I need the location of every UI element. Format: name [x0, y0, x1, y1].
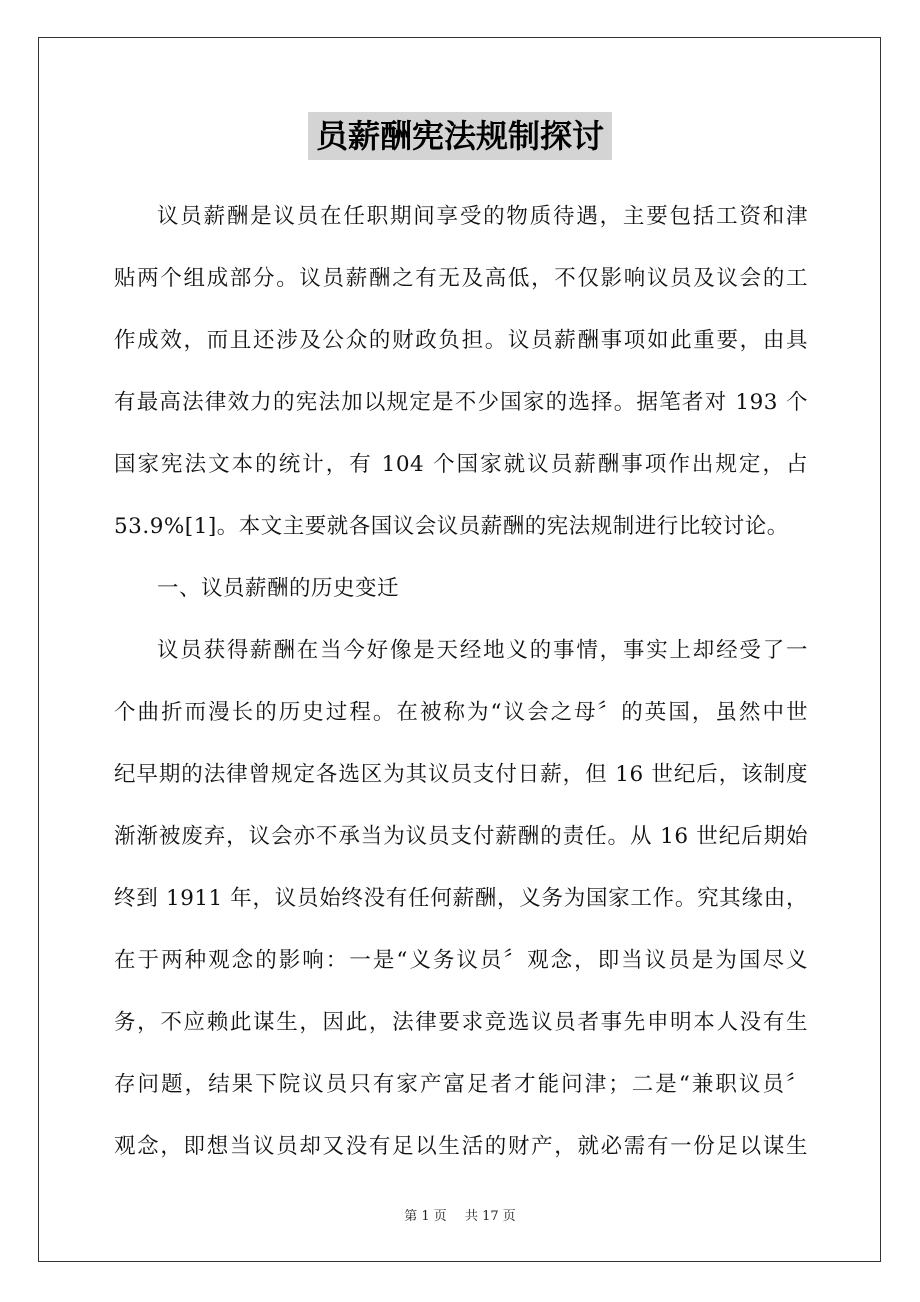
paragraph-line: 渐渐被废弃，议会亦不承当为议员支付薪酬的责任。从 16 世纪后期始 — [114, 824, 808, 849]
paragraph-line: 有最高法律效力的宪法加以规定是不少国家的选择。据笔者对 193 个 — [114, 390, 808, 415]
page-footer — [0, 1205, 920, 1224]
paragraph-line: 作成效，而且还涉及公众的财政负担。议员薪酬事项如此重要，由具 — [114, 328, 808, 353]
paragraph-line: 个曲折而漫长的历史过程。在被称为“议会之母〞的英国，虽然中世 — [114, 700, 808, 725]
paragraph-line: 务，不应赖此谋生，因此，法律要求竞选议员者事先申明本人没有生 — [114, 1010, 808, 1035]
paragraph-line: 53.9%[1]。本文主要就各国议会议员薪酬的宪法规制进行比较讨论。 — [114, 514, 789, 539]
paragraph-line: 贴两个组成部分。议员薪酬之有无及高低，不仅影响议员及议会的工 — [114, 266, 808, 291]
paragraph-line: 议员薪酬是议员在任职期间享受的物质待遇，主要包括工资和津 — [157, 204, 808, 229]
paragraph-line: 国家宪法文本的统计，有 104 个国家就议员薪酬事项作出规定，占 — [114, 452, 808, 477]
page-total: 共 17 页 — [464, 1209, 516, 1224]
section-heading: 一、议员薪酬的历史变迁 — [157, 576, 400, 601]
paragraph-line: 观念，即想当议员却又没有足以生活的财产，就必需有一份足以谋生 — [114, 1134, 808, 1159]
page-number: 第 1 页 — [404, 1209, 447, 1224]
paragraph-line: 议员获得薪酬在当今好像是天经地义的事情，事实上却经受了一 — [157, 638, 808, 663]
paragraph-line: 在于两种观念的影响：一是“义务议员〞观念，即当议员是为国尽义 — [114, 948, 808, 973]
document-title: 员薪酬宪法规制探讨 — [308, 112, 612, 160]
paragraph-line: 存问题，结果下院议员只有家产富足者才能问津；二是“兼职议员〞 — [114, 1072, 808, 1097]
title-area — [0, 112, 920, 160]
paragraph-line: 纪早期的法律曾规定各选区为其议员支付日薪，但 16 世纪后，该制度 — [114, 762, 808, 787]
document-body — [114, 186, 808, 1178]
paragraph-line: 终到 1911 年，议员始终没有任何薪酬，义务为国家工作。究其缘由， — [114, 886, 808, 911]
